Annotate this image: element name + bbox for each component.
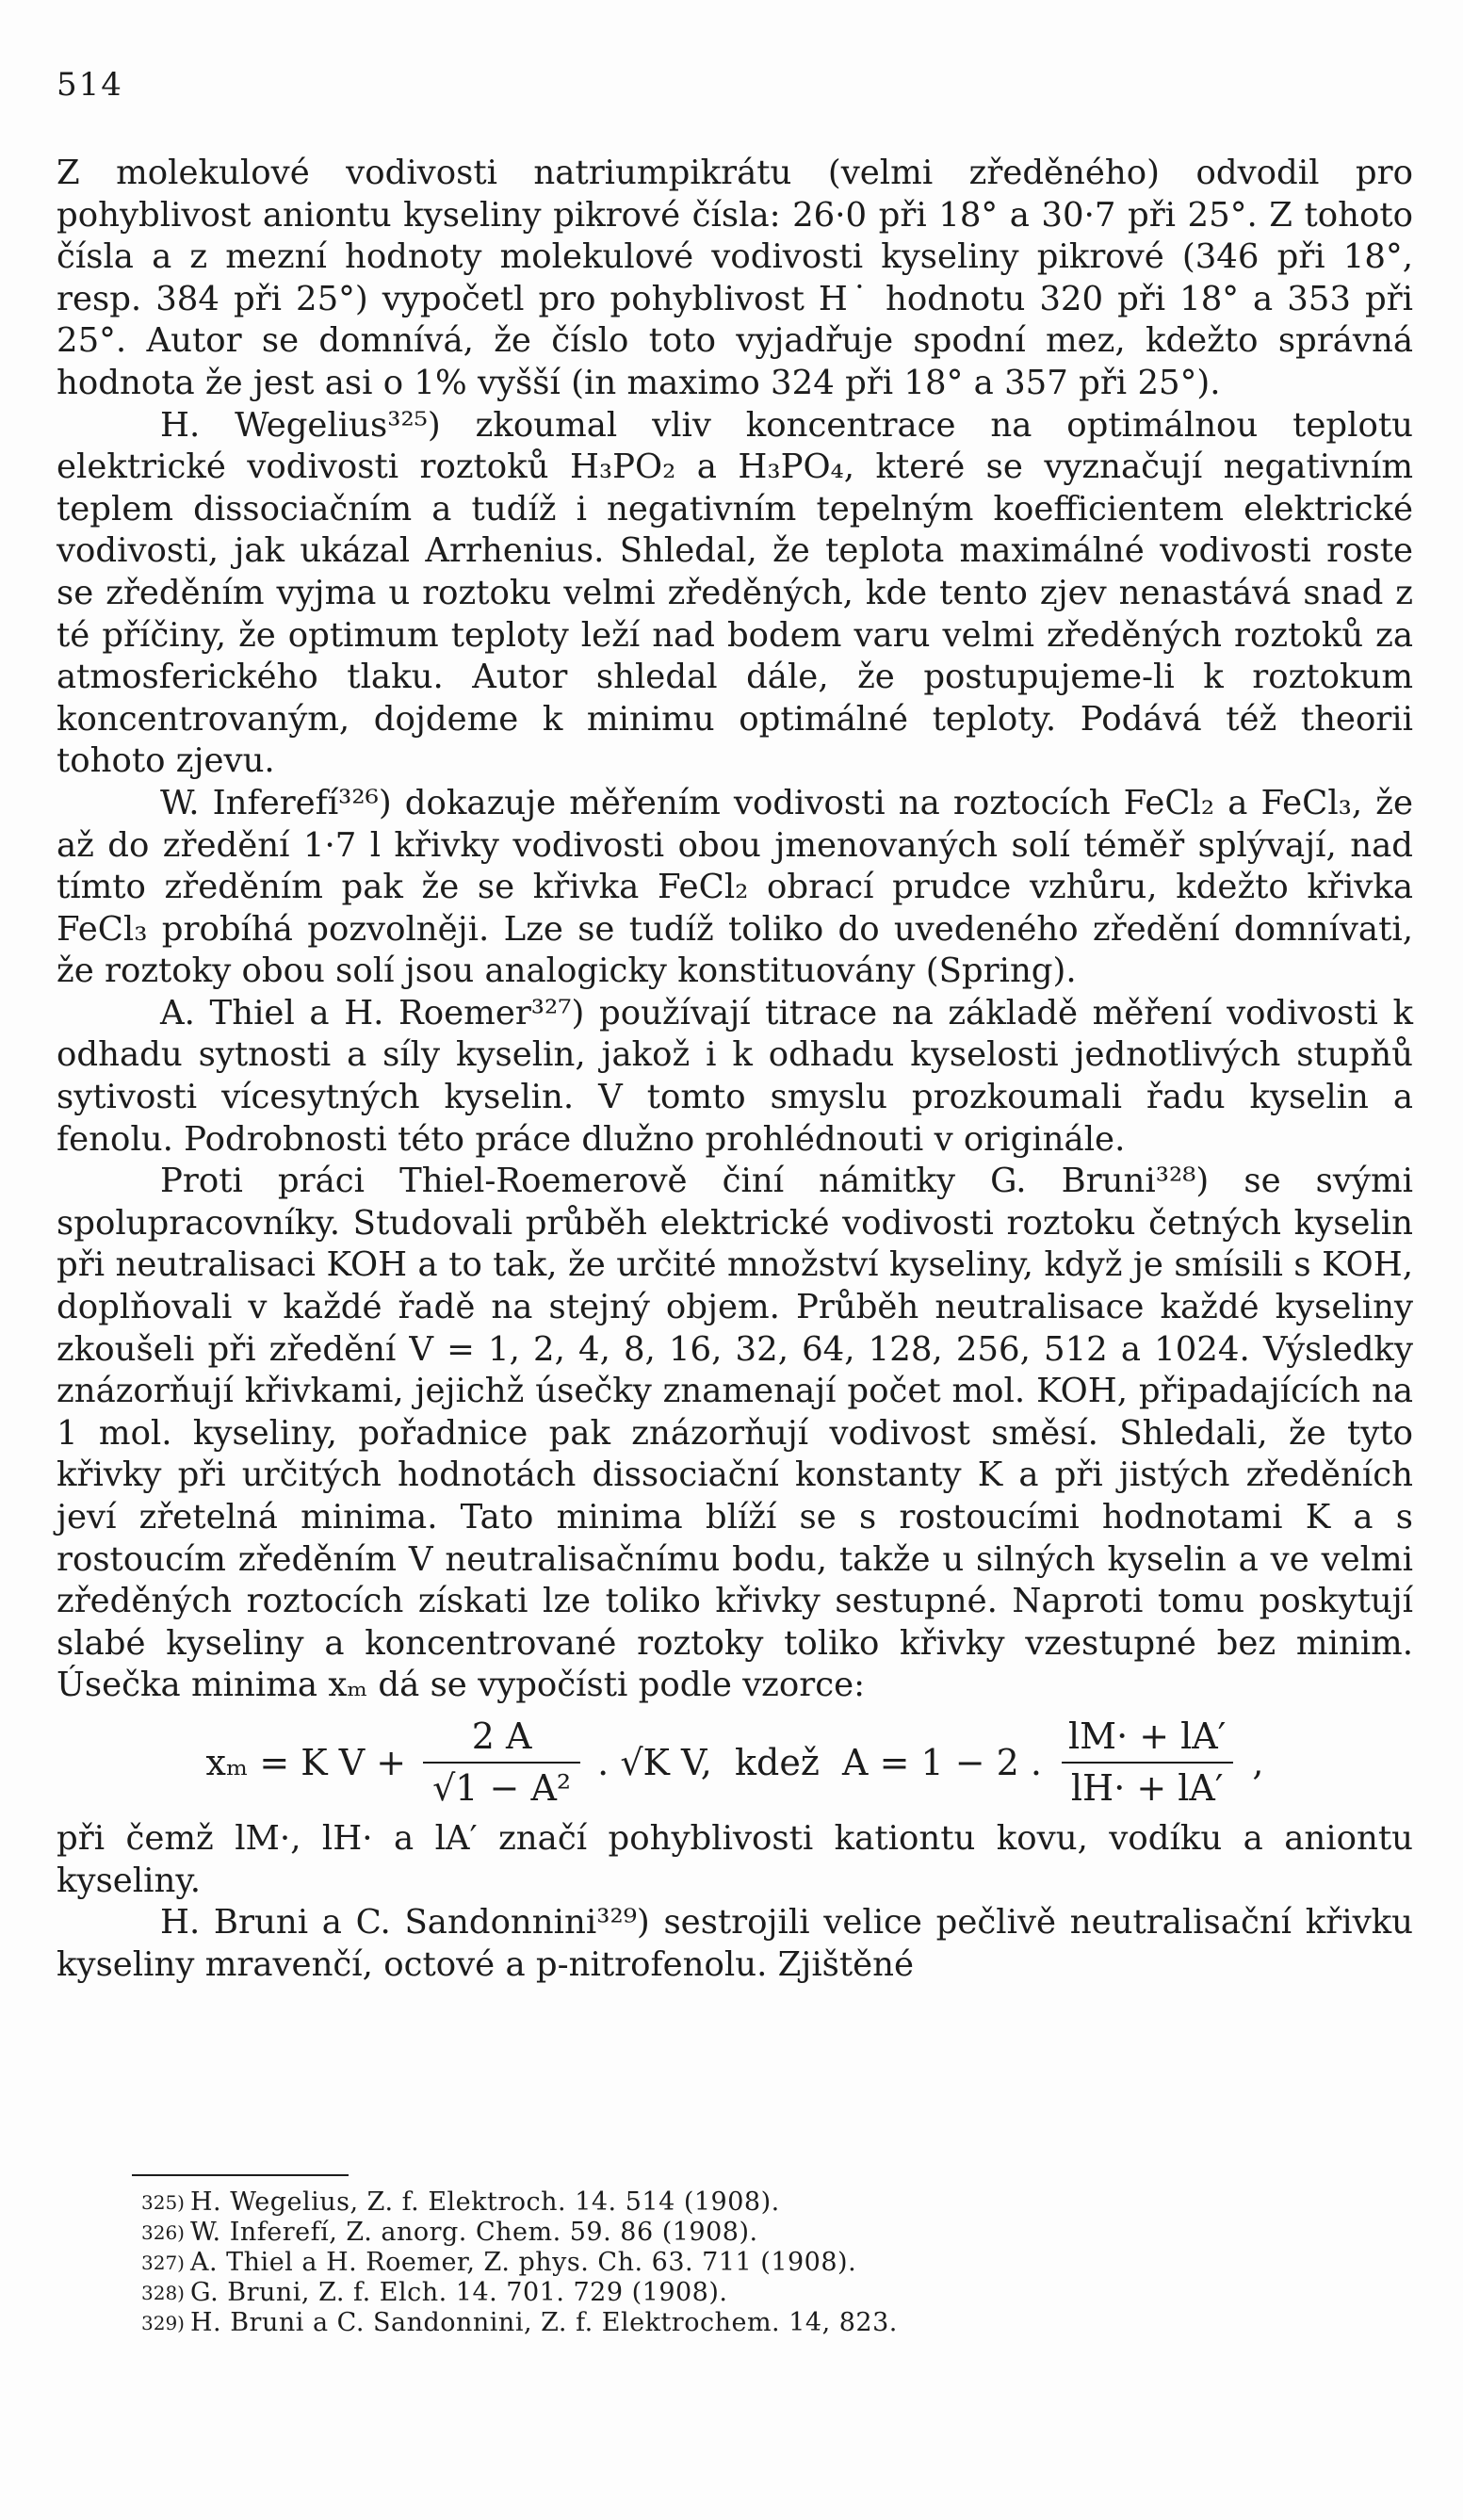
fraction-numerator: 2 A [471, 1715, 532, 1758]
footnote-number: 325) [141, 2191, 185, 2214]
footnote-text: A. Thiel a H. Roemer, Z. phys. Ch. 63. 711 (1908). [190, 2248, 857, 2277]
formula-fraction [1059, 1715, 1235, 1809]
footnote [141, 2218, 1366, 2248]
fraction-denominator: √1 − A² [423, 1762, 580, 1810]
body-text [57, 153, 1413, 1986]
footnote-text: H. Wegelius, Z. f. Elektroch. 14. 514 (1908). [190, 2187, 780, 2217]
footnote [141, 2248, 1366, 2278]
formula-tail: , [1252, 1741, 1264, 1783]
paragraph: Proti práci Thiel-Roemerově činí námitky G. Bruni³²⁸) se svými spolupracovníky. Studovali průběh elektrické vodivosti roztoku četných kyselin při neutralisaci KOH a to tak, že určité množství kyseliny, když je smísili s KOH, doplňovali v každé řadě na stejný objem. Průběh neutralisace každé kyseliny zkoušeli při zředění V = 1, 2, 4, 8, 16, 32, 64, 128, 256, 512 a 1024. Výsledky znázorňují křivkami, jejichž úsečky znamenají počet mol. KOH, připadajících na 1 mol. kyseliny, pořadnice pak znázorňují vodivost směsí. Shledali, že tyto křivky při určitých hodnotách dissociační konstanty K a při jistých zředěních jeví zřetelná minima. Tato minima blíží se s rostoucími hodnotami K a s rostoucím zředěním V neutralisačnímu bodu, takže u silných kyselin a ve velmi zředěných roztocích získati lze toliko křivky sestupné. Naproti tomu poskytují slabé kyseliny a koncentrované roztoky toliko křivky vzestupné bez minim. Úsečka minima xₘ dá se vypočísti podle vzorce: [57, 1162, 1413, 1705]
paragraph: H. Bruni a C. Sandonnini³²⁹) sestrojili velice pečlivě neutralisační křivku kyseliny mravenčí, octové a p-nitrofenolu. Zjištěné [57, 1903, 1413, 1984]
paragraph: H. Wegelius³²⁵) zkoumal vliv koncentrace na optimálnou teplotu elektrické vodivosti roztoků H₃PO₂ a H₃PO₄, které se vyznačují negativním teplem dissociačním a tudíž i negativním tepelným koefficientem elektrické vodivosti, jak ukázal Arrhenius. Shledal, že teplota maximálné vodivosti roste se zředěním vyjma u roztoku velmi zředěných, kde tento zjev nenastává snad z té příčiny, že optimum teploty leží nad bodem varu velmi zředěných roztoků za atmosferického tlaku. Autor shledal dále, že postupujeme-li k roztokum koncentrovaným, dojdeme k minimu optimálné teploty. Podává též theorii tohoto zjevu. [57, 405, 1413, 781]
paragraph: W. Inferefí³²⁶) dokazuje měřením vodivosti na roztocích FeCl₂ a FeCl₃, že až do zředění 1·7 l křivky vodivosti obou jmenovaných solí téměř splývají, nad tímto zředěním pak že se křivka FeCl₂ obrací prudce vzhůru, kdežto křivka FeCl₃ probíhá pozvolněji. Lze se tudíž toliko do uvedeného zředění domnívati, že roztoky obou solí jsou analogicky konstituovány (Spring). [57, 783, 1413, 991]
footnote-number: 329) [141, 2312, 185, 2334]
footnote [141, 2187, 1366, 2218]
footnote-number: 328) [141, 2282, 185, 2304]
paragraph: při čemž lM·, lH· a lA′ značí pohyblivosti kationtu kovu, vodíku a aniontu kyseliny. [57, 1818, 1413, 1900]
footnote-text: W. Inferefí, Z. anorg. Chem. 59. 86 (1908). [190, 2218, 758, 2247]
footnote-divider [132, 2174, 349, 2176]
footnote [141, 2308, 1366, 2338]
fraction-denominator: lH· + lA′ [1062, 1762, 1233, 1810]
formula-lhs: xₘ = K V + [205, 1741, 407, 1783]
page-number: 514 [57, 66, 123, 104]
footnote-number: 327) [141, 2252, 185, 2274]
formula [57, 1707, 1413, 1818]
footnote-text: G. Bruni, Z. f. Elch. 14. 701. 729 (1908). [190, 2278, 728, 2307]
footnote [141, 2278, 1366, 2308]
formula-middle: . √K V, kdež A = 1 − 2 . [597, 1741, 1043, 1783]
fraction-numerator: lM· + lA′ [1068, 1715, 1227, 1758]
footnote-text: H. Bruni a C. Sandonnini, Z. f. Elektrochem. 14, 823. [190, 2308, 898, 2337]
paragraph: A. Thiel a H. Roemer³²⁷) používají titrace na základě měření vodivosti k odhadu sytnosti a síly kyselin, jakož i k odhadu kyselosti jednotlivých stupňů sytivosti vícesytných kyselin. V tomto smyslu prozkoumali řadu kyselin a fenolu. Podrobnosti této práce dlužno prohlédnouti v originále. [57, 993, 1413, 1159]
formula-fraction [423, 1715, 580, 1809]
footnote-number: 326) [141, 2221, 185, 2244]
paragraph: Z molekulové vodivosti natriumpikrátu (velmi zředěného) odvodil pro pohyblivost aniontu kyseliny pikrové čísla: 26·0 při 18° a 30·7 při 25°. Z tohoto čísla a z mezní hodnoty molekulové vodivosti kyseliny pikrové (346 při 18°, resp. 384 při 25°) vypočetl pro pohyblivost H˙ hodnotu 320 při 18° a 353 při 25°. Autor se domnívá, že číslo toto vyjadřuje spodní mez, kdežto správná hodnota že jest asi o 1% vyšší (in maximo 324 při 18° a 357 při 25°). [57, 154, 1413, 402]
footnotes [141, 2187, 1366, 2338]
